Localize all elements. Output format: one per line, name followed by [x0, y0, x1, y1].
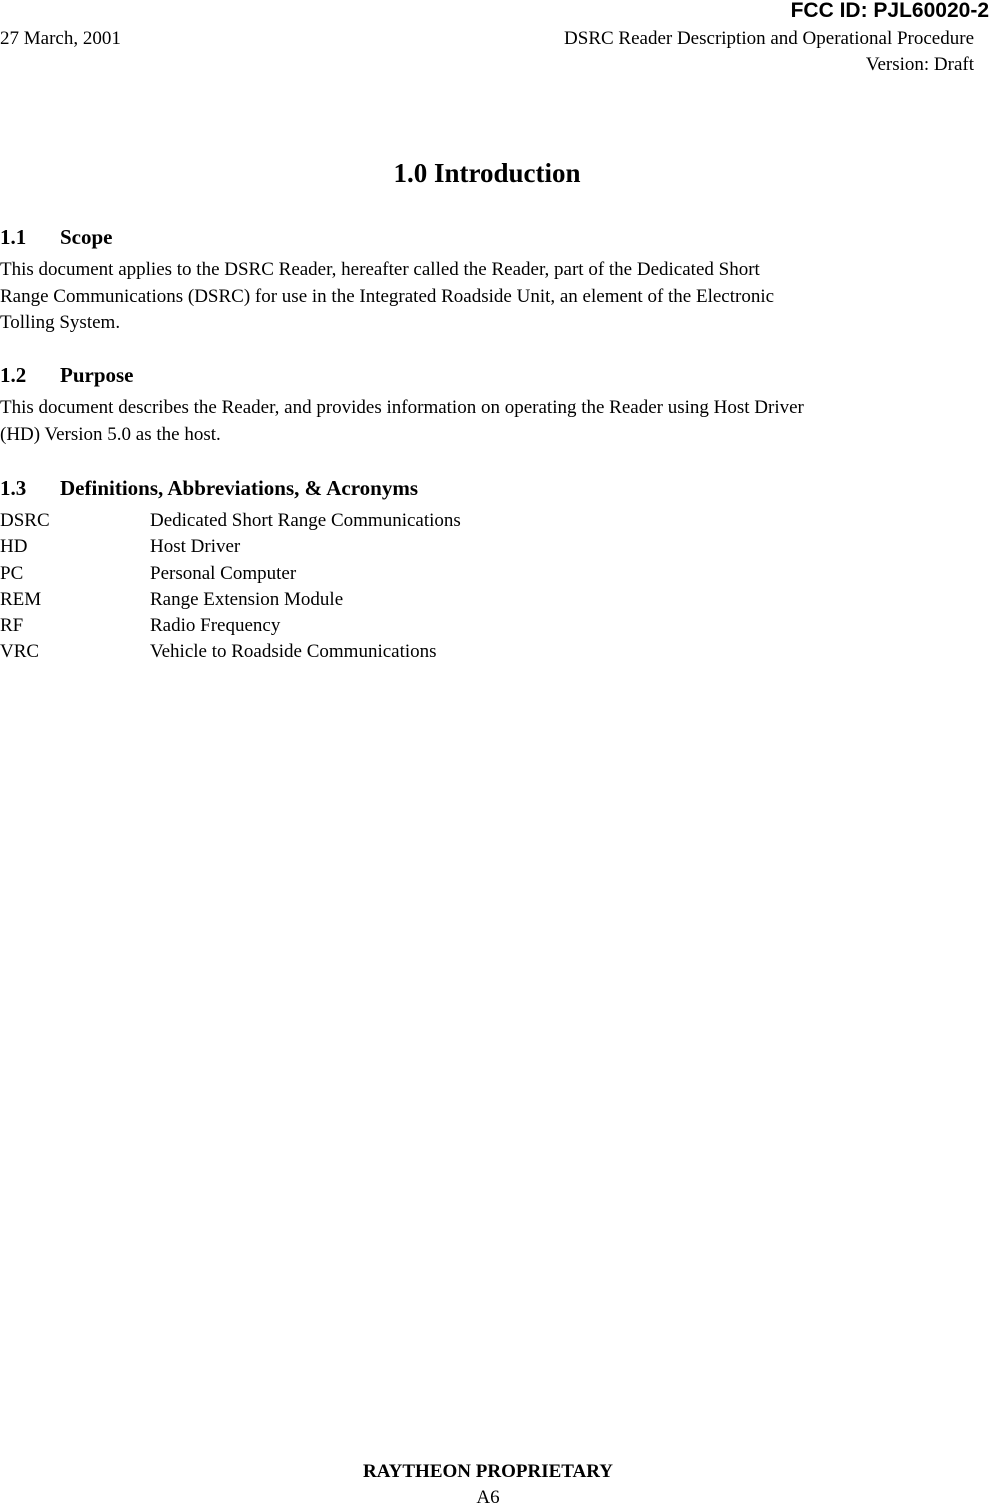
acronym-term: REM: [0, 588, 42, 610]
acronym-definition: Vehicle to Roadside Communications: [150, 641, 437, 663]
header-doc-title: DSRC Reader Description and Operational Procedure: [564, 28, 974, 49]
header-date: 27 March, 2001: [0, 28, 121, 49]
acronym-term: PC: [0, 562, 24, 584]
acronym-row: [0, 587, 461, 613]
purpose-paragraph: [0, 395, 804, 448]
acronym-term: HD: [0, 536, 28, 558]
acronym-term: VRC: [0, 641, 40, 663]
acronym-definition: Radio Frequency: [150, 615, 281, 637]
section-heading-scope: [0, 224, 113, 250]
paragraph-line: This document applies to the DSRC Reader, hereafter called the Reader, part of the Dedicated Short: [0, 259, 760, 280]
section-heading-purpose: [0, 362, 134, 388]
page-title: 1.0 Introduction: [393, 158, 581, 188]
section-title: Purpose: [60, 363, 134, 387]
acronym-definition: Dedicated Short Range Communications: [150, 510, 461, 531]
section-number: 1.2: [0, 363, 27, 387]
acronym-row: [0, 534, 461, 560]
section-number: 1.1: [0, 225, 27, 249]
paragraph-line: (HD) Version 5.0 as the host.: [0, 423, 221, 445]
fcc-id-stamp: FCC ID: PJL60020-2: [790, 0, 989, 22]
acronym-row: [0, 508, 461, 534]
scope-paragraph: [0, 257, 774, 337]
section-number: 1.3: [0, 476, 27, 500]
acronym-term: RF: [0, 615, 24, 637]
acronym-definition: Range Extension Module: [150, 588, 344, 610]
acronym-definition: Host Driver: [150, 536, 241, 558]
section-title: Scope: [60, 225, 113, 249]
acronym-term: DSRC: [0, 510, 50, 531]
acronym-row: [0, 561, 461, 587]
acronym-definition: Personal Computer: [150, 562, 297, 584]
acronym-list: [0, 508, 461, 666]
section-title: Definitions, Abbreviations, & Acronyms: [60, 476, 419, 500]
acronym-row: [0, 613, 461, 639]
page-number: A6: [476, 1487, 500, 1508]
acronym-row: [0, 639, 461, 665]
paragraph-line: This document describes the Reader, and provides information on operating the Reader using Host Driver: [0, 397, 804, 418]
paragraph-line: Range Communications (DSRC) for use in the Integrated Roadside Unit, an element of the Electronic: [0, 285, 775, 307]
footer-proprietary: RAYTHEON PROPRIETARY: [362, 1461, 614, 1482]
section-heading-definitions: [0, 475, 418, 501]
header-version: Version: Draft: [865, 54, 974, 75]
paragraph-line: Tolling System.: [0, 312, 121, 333]
